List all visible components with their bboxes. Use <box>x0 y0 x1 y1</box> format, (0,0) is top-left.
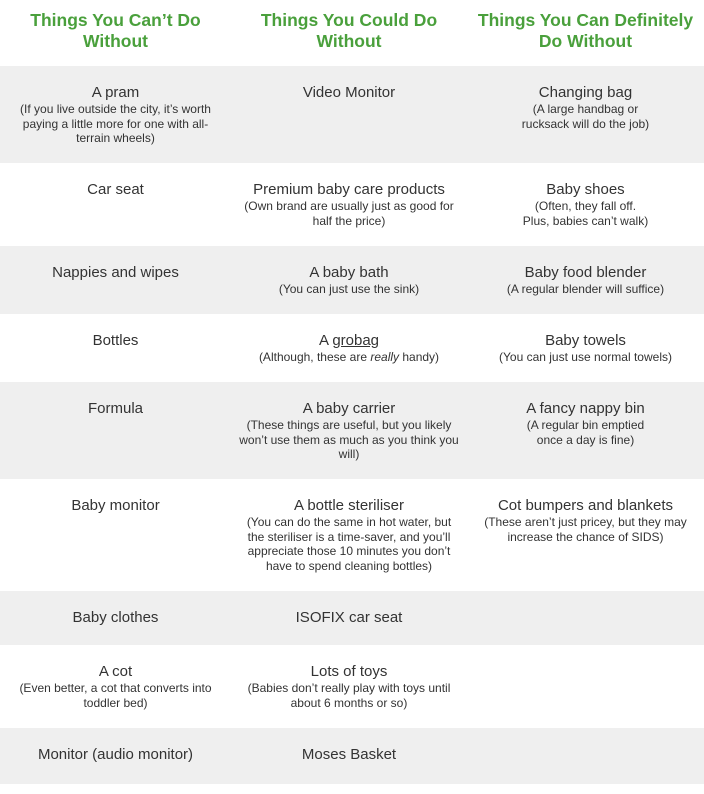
item-note: (You can do the same in hot water, but the steriliser is a time-saver, and you’ll appreciate those 10 minutes you don’t have to spend cleaning bottles) <box>246 515 452 573</box>
item-name: Lots of toys <box>310 663 388 680</box>
item-note-emphasis: really <box>370 350 400 364</box>
table-cell <box>231 66 467 163</box>
table-cell <box>0 479 231 591</box>
header-could-do-without: Things You Could Do Without <box>260 10 438 51</box>
table-row <box>0 645 704 728</box>
table-cell <box>0 382 231 479</box>
item-note: (A large handbag or rucksack will do the job) <box>521 102 650 131</box>
table-cell <box>231 382 467 479</box>
item-name: Baby food blender <box>524 264 647 281</box>
header-cant-do-without: Things You Can’t Do Without <box>30 10 201 51</box>
table-cell <box>231 728 467 784</box>
table-cell <box>467 163 704 246</box>
table-cell <box>231 246 467 314</box>
item-name: Video Monitor <box>302 84 396 101</box>
item-name-prefix: A <box>318 332 333 349</box>
item-note <box>475 199 696 228</box>
table-cell <box>467 314 704 382</box>
item-note: (You can just use the sink) <box>278 282 420 296</box>
header-row <box>0 0 704 66</box>
item-name: Monitor (audio monitor) <box>37 746 194 763</box>
table-cell <box>0 246 231 314</box>
table-row <box>0 382 704 479</box>
item-name: A pram <box>91 84 140 101</box>
table-cell <box>467 479 704 591</box>
table-cell <box>0 163 231 246</box>
table-cell <box>0 66 231 163</box>
item-note: (These aren’t just pricey, but they may increase the chance of SIDS) <box>484 515 687 544</box>
item-name: Nappies and wipes <box>52 264 179 281</box>
item-name: ISOFIX car seat <box>295 609 403 626</box>
item-note: (A regular blender will suffice) <box>506 282 665 296</box>
item-name: Baby towels <box>545 332 626 349</box>
item-name: A cot <box>98 663 133 680</box>
item-note-line: Plus, babies can’t walk) <box>522 213 649 228</box>
table-row <box>0 591 704 645</box>
table-cell <box>467 728 704 784</box>
item-note <box>239 350 459 365</box>
item-name: Cot bumpers and blankets <box>497 497 674 514</box>
item-name: A baby carrier <box>302 400 396 417</box>
table-cell <box>0 645 231 728</box>
item-note-line: (Often, they fall off. <box>534 199 637 213</box>
item-name: A fancy nappy bin <box>526 400 645 417</box>
item-note: (A regular bin emptied once a day is fine) <box>526 418 645 447</box>
item-note-pre: (Although, these are <box>258 350 371 364</box>
table-cell <box>467 66 704 163</box>
item-note-post: handy) <box>399 350 440 364</box>
grobag-link[interactable]: grobag <box>332 332 380 349</box>
table-cell <box>0 728 231 784</box>
item-note: (Even better, a cot that converts into toddler bed) <box>19 681 212 710</box>
table-row <box>0 314 704 382</box>
item-name: Baby shoes <box>546 181 625 198</box>
item-name: A bottle steriliser <box>293 497 405 514</box>
table-cell <box>231 163 467 246</box>
header-definitely-do-without: Things You Can Definitely Do Without <box>477 10 694 51</box>
item-note: (Own brand are usually just as good for half the price) <box>244 199 454 228</box>
item-note: (These things are useful, but you likely won’t use them as much as you think you will) <box>239 418 459 461</box>
table-cell <box>231 645 467 728</box>
item-name: Car seat <box>87 181 144 198</box>
table-cell <box>231 591 467 645</box>
table-cell <box>231 479 467 591</box>
item-name: A baby bath <box>309 264 389 281</box>
item-note: (If you live outside the city, it’s worth paying a little more for one with all-terrain wheels) <box>20 102 211 145</box>
item-note: (Babies don’t really play with toys until about 6 months or so) <box>247 681 451 710</box>
table-row <box>0 163 704 246</box>
table-row <box>0 479 704 591</box>
item-note: (You can just use normal towels) <box>499 350 672 364</box>
item-name <box>239 332 459 350</box>
table-cell <box>467 645 704 728</box>
item-name: Premium baby care products <box>253 181 445 198</box>
table-cell <box>467 382 704 479</box>
item-name: Baby clothes <box>72 609 159 626</box>
table-cell <box>467 591 704 645</box>
item-name: Changing bag <box>538 84 633 101</box>
table-row <box>0 66 704 163</box>
item-name: Baby monitor <box>71 497 160 514</box>
table-row <box>0 728 704 784</box>
item-name: Moses Basket <box>301 746 397 763</box>
table-cell <box>467 246 704 314</box>
table-cell <box>0 591 231 645</box>
table-row <box>0 246 704 314</box>
item-name: Formula <box>87 400 143 417</box>
table-cell <box>0 314 231 382</box>
table-cell <box>231 314 467 382</box>
item-name: Bottles <box>92 332 139 349</box>
